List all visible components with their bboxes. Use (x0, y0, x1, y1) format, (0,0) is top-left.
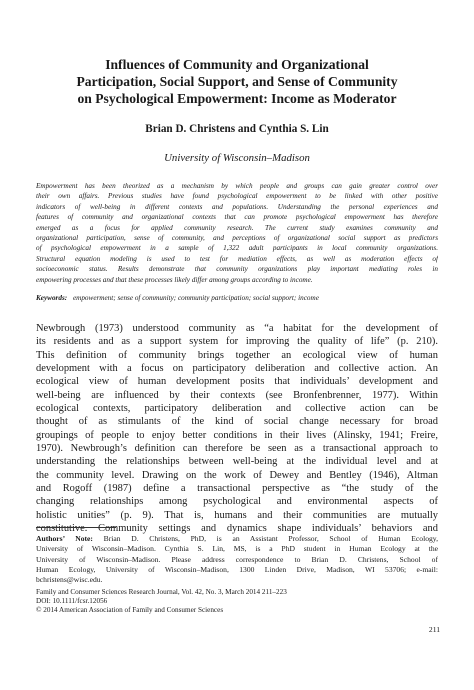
authors-note (36, 534, 438, 585)
title-line: Influences of Community and Organizational (105, 57, 369, 72)
body-line: understanding the relationships between well-being at the individual level and at (36, 456, 438, 468)
body-line: thought of as stimulants of the kind of social change necessary for broad (36, 416, 438, 428)
footnote-divider (36, 527, 116, 528)
affiliation: University of Wisconsin–Madison (164, 152, 310, 164)
authors-note-line: Human Ecology, University of Wisconsin–Madison, 1300 Linden Drive, Madison, WI 53706; e-mail: (36, 564, 438, 574)
body-line: 1970). Newbrough’s definition can therefore be seen as a transactional approach to (36, 443, 438, 455)
abstract-line: empowering processes and that these processes likely differ among groups according to income. (36, 275, 313, 284)
abstract-line: their own affairs. Previous studies have found psychological empowerment to be linked with other positive (36, 192, 438, 201)
abstract-line: indicators of well-being in different contexts and populations. Understanding the personal experiences and (36, 202, 438, 211)
body-line: ecological contexts, participatory deliberation and collective action can be (36, 403, 438, 415)
title-line: on Psychological Empowerment: Income as Moderator (77, 91, 397, 106)
body-line: and Rogoff (1987) define a transactional perspective as “the study of the (36, 483, 438, 495)
authors-note-line (36, 534, 438, 544)
keywords-label: Keywords: (36, 294, 68, 302)
authors-note-line: University of Wisconsin–Madison. Cynthia S. Lin, MS, is a PhD student in Human Ecology at the (36, 544, 438, 554)
abstract-line: Empowerment has been theorized as a mechanism by which people and groups can gain greater control over (36, 182, 438, 190)
author-list: Brian D. Christens and Cynthia S. Lin (145, 123, 329, 135)
body-line: constitutive. Community settings and dynamics shape individuals’ behaviors and (36, 523, 438, 535)
abstract (36, 181, 438, 285)
abstract-line: emerged as a focus for applied community research. The current study examines community and (36, 223, 438, 232)
abstract-line: features of community and organizational contexts that can promote psychological empowerment has therefore (36, 213, 438, 222)
body-line: holistic unities” (p. 9). That is, humans and their communities are mutually (36, 509, 438, 521)
authors-note-text: Brian D. Christens, PhD, is an Assistant Professor, School of Human Ecology, (103, 534, 438, 543)
abstract-line: of psychological empowerment in a sample of 1,322 adult participants in local community organizations. (36, 244, 438, 253)
journal-info (36, 588, 438, 616)
body-line: its residents and as a support system for improving the quality of life” (p. 210). (36, 336, 438, 348)
title-line: Participation, Social Support, and Sense of Community (76, 74, 398, 89)
authors-note-line: bchristens@wisc.edu. (36, 575, 103, 585)
body-line: development with a focus on participatory deliberation and collective action. An (36, 363, 438, 375)
abstract-line: socioeconomic status. Results demonstrate that community organizations play important mediating roles in (36, 265, 438, 274)
page-number: 211 (428, 625, 440, 634)
body-line: well-being are influenced by their contexts (see Bronfenbrenner, 1977). Within (36, 389, 438, 401)
authors-note-line: University of Wisconsin–Madison. Please address correspondence to Brian D. Christens, School of (36, 554, 438, 564)
keywords (36, 294, 438, 302)
authors-note-label: Authors’ Note: (36, 534, 93, 543)
abstract-line: organizational participation, sense of community, and perceptions of organizational social support as predictors (36, 234, 438, 243)
keywords-text: empowerment; sense of community; community participation; social support; income (72, 294, 319, 302)
body-text (36, 322, 438, 536)
body-line: the community level. Drawing on the work of Dewey and Bentley (1946), Altman (36, 469, 438, 481)
body-line: Newbrough (1973) understood community as “a habitat for the development of (36, 323, 438, 334)
journal-citation: Family and Consumer Sciences Research Journal, Vol. 42, No. 3, March 2014 211–223 (36, 588, 287, 596)
body-line: This definition of community brings together an ecological view of human (36, 349, 438, 361)
body-line: ecological view of human development posits that individuals’ development and (36, 376, 438, 388)
doi: DOI: 10.1111/fcsr.12056 (36, 597, 108, 606)
copyright: © 2014 American Association of Family and Consumer Sciences (36, 606, 224, 615)
body-line: changing relationships among psychological and environmental aspects of (36, 496, 438, 508)
abstract-line: Structural equation modeling is used to test for mediation effects, as well as moderation effects of (36, 254, 438, 263)
body-line: groupings of people to enjoy better conditions in their lives (Alinsky, 1941; Freire, (36, 429, 438, 441)
paper-title (40, 56, 434, 107)
